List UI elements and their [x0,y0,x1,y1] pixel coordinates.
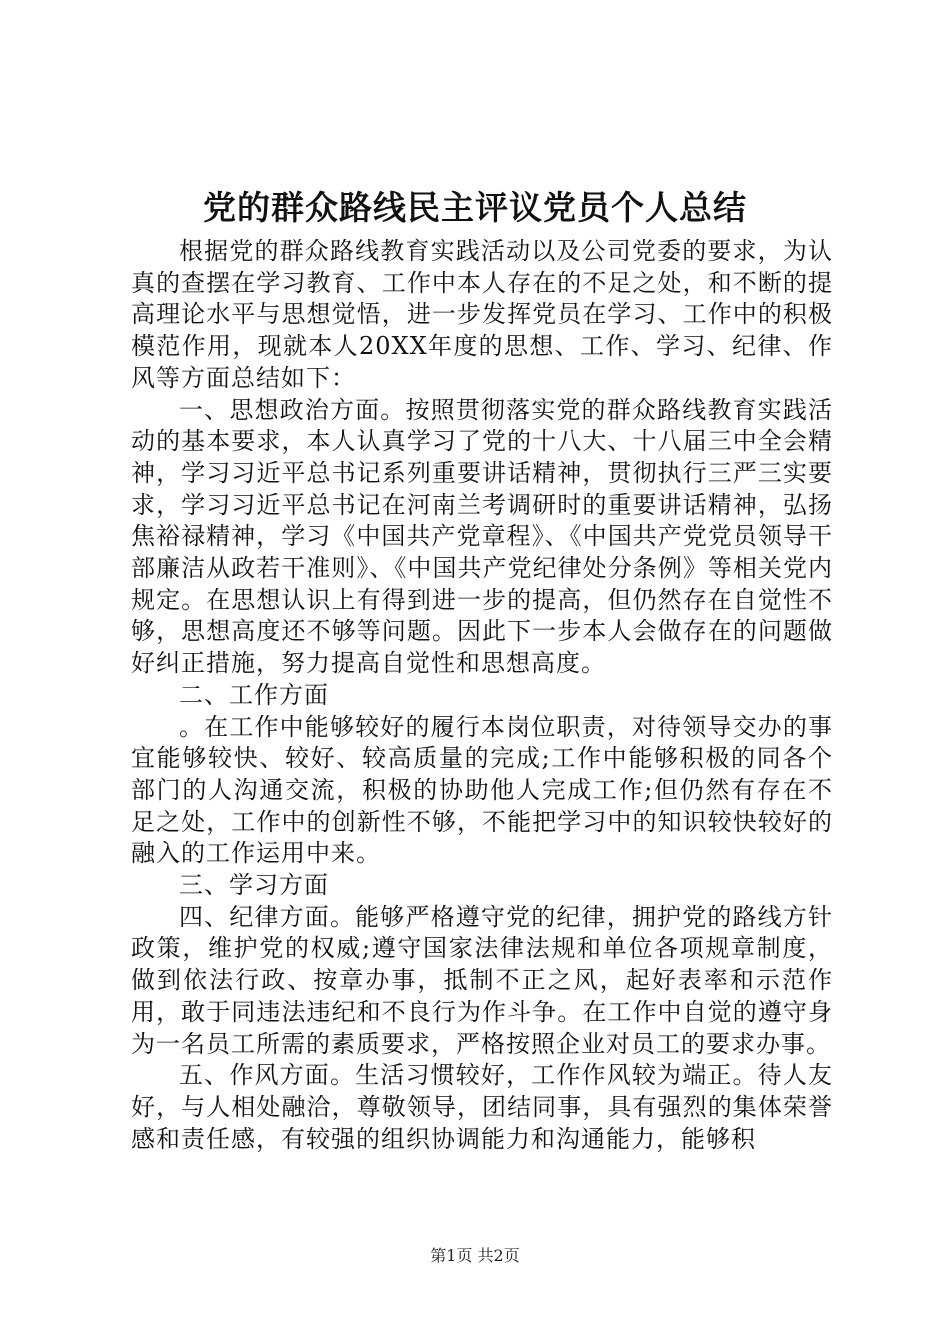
paragraph-work: 。在工作中能够较好的履行本岗位职责，对待领导交办的事宜能够较快、较好、较高质量的完成;工作中能够积极的同各个部门的人沟通交流，积极的协助他人完成工作;但仍然有存在不足之处，工作中的创新性不够，不能把学习中的知识较快较好的融入的工作运用中来。 [131,712,833,868]
paragraph-style: 五、作风方面。生活习惯较好，工作作风较为端正。待人友好，与人相处融洽，尊敬领导，团结同事，具有强烈的集体荣誉感和责任感，有较强的组织协调能力和沟通能力，能够积 [131,1061,833,1153]
heading-study: 三、学习方面 [179,871,329,900]
document-title: 党的群众路线民主评议党员个人总结 [203,188,747,227]
paragraph-discipline: 四、纪律方面。能够严格遵守党的纪律，拥护党的路线方针政策，维护党的权威;遵守国家法律法规和单位各项规章制度，做到依法行政、按章办事，抵制不正之风，起好表率和示范作用，敢于同违法违纪和不良行为作斗争。在工作中自觉的遵守身为一名员工所需的素质要求，严格按照企业对员工的要求办事。 [131,902,833,1058]
page-footer: 第1页 共2页 [430,1246,520,1265]
document-body [131,236,833,1155]
paragraph-ideology: 一、思想政治方面。按照贯彻落实党的群众路线教育实践活动的基本要求，本人认真学习了党的十八大、十八届三中全会精神，学习习近平总书记系列重要讲话精神，贯彻执行三严三实要求，学习习近平总书记在河南兰考调研时的重要讲话精神，弘扬焦裕禄精神，学习《中国共产党章程》、《中国共产党党员领导干部廉洁从政若干准则》、《中国共产党纪律处分条例》等相关党内规定。在思想认识上有得到进一步的提高，但仍然存在自觉性不够，思想高度还不够等问题。因此下一步本人会做存在的问题做好纠正措施，努力提高自觉性和思想高度。 [131,395,833,678]
heading-work: 二、工作方面 [179,680,329,709]
paragraph-intro: 根据党的群众路线教育实践活动以及公司党委的要求，为认真的查摆在学习教育、工作中本人存在的不足之处，和不断的提高理论水平与思想觉悟，进一步发挥党员在学习、工作中的积极模范作用，现就本人20XX年度的思想、工作、学习、纪律、作风等方面总结如下： [131,237,833,392]
